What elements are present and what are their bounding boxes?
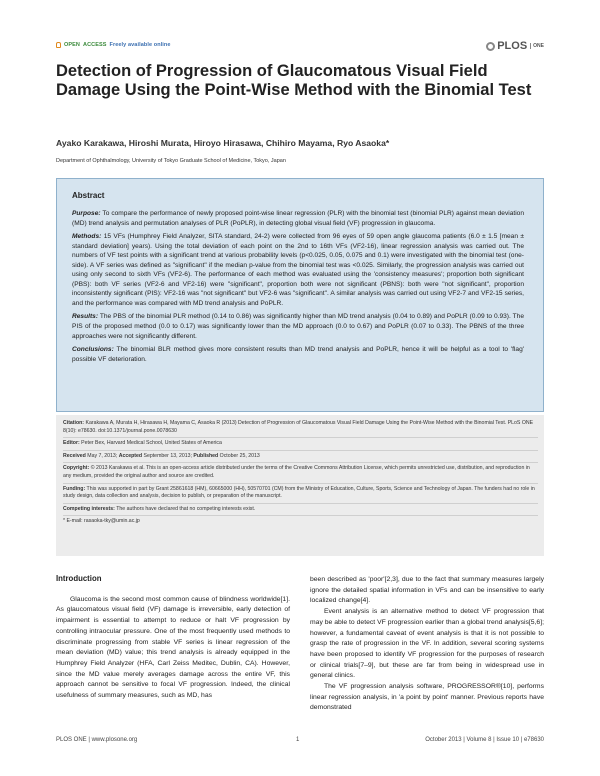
received-date: May 7, 2013; [87, 452, 118, 459]
abstract-methods [72, 232, 524, 308]
intro-paragraph-continued: been described as 'poor'[2,3], due to the fact that summary measures largely ignore the detailed spatial information in VFs and can be insensitive to early localized change[4]. [310, 576, 544, 605]
received-label: Received [63, 452, 86, 459]
intro-paragraph-3: The VF progression analysis software, PROGRESSOR®[10], performs linear regression analysis, in 'a point by point' manner. Previous reports have demonstrated [310, 683, 544, 712]
purpose-label: Purpose: [72, 210, 101, 217]
dates-info [63, 453, 538, 464]
competing-label: Competing interests: [63, 505, 115, 512]
copyright-label: Copyright: [63, 465, 90, 472]
competing-text: The authors have declared that no competing interests exist. [116, 505, 256, 512]
plos-logo-icon [486, 42, 495, 51]
access-label: ACCESS [83, 42, 107, 48]
published-date: October 25, 2013 [219, 452, 260, 459]
body-column-right [310, 575, 544, 714]
page-number: 1 [296, 737, 300, 743]
article-metadata [56, 415, 544, 556]
abstract-conclusions [72, 345, 524, 364]
citation-info [63, 420, 538, 438]
body-column-left [56, 574, 290, 702]
funding-info [63, 486, 538, 504]
abstract-box [56, 178, 544, 412]
competing-interests-info [63, 506, 538, 517]
footer-issue: October 2013 | Volume 8 | Issue 10 | e78630 [425, 737, 544, 743]
article-title: Detection of Progression of Glaucomatous Visual Field Damage Using the Point-Wise Method with the Binomial Test [56, 62, 532, 99]
intro-paragraph-2: Event analysis is an alternative method to detect VF progression that may be able to detect VF progression earlier than a global trend analysis[5,6]; however, a fundamental caveat of event analysis is that it is not possible to grasp the rate of progression in the VF. In addition, several scoring systems have been proposed to identify VF progression for the purposes of research or clinical trials[7–9], but these are far from being in widespread use in general clinics. [310, 608, 544, 680]
purpose-text: To compare the performance of newly proposed point-wise linear regression (PLR) with the binomial test (binomial PLR) against mean deviation (MD) trend analysis and permutation analyses of PLR (PoPLR), in detecting global visual field (VF) progression in glaucoma. [72, 210, 524, 227]
affiliation: Department of Ophthalmology, University of Tokyo Graduate School of Medicine, Tokyo, Japan [56, 158, 286, 164]
plos-logo-text: PLOS [497, 40, 528, 52]
one-logo-text: ONE [530, 43, 544, 49]
open-label: OPEN [64, 42, 80, 48]
results-label: Results: [72, 313, 99, 321]
open-access-badge[interactable] [56, 42, 171, 48]
conclusions-text: The binomial BLR method gives more consistent results than MD trend analysis and PoPLR, hence it will be helpful as a tool to 'flag' possible VF deterioration. [72, 346, 524, 363]
editor-info [63, 440, 538, 451]
plos-one-logo[interactable] [486, 40, 544, 52]
methods-label: Methods: [72, 233, 102, 241]
introduction-heading: Introduction [56, 574, 102, 583]
corresponding-email[interactable]: * E-mail: rasaoka-tky@umin.ac.jp [63, 518, 140, 525]
published-label: Published [193, 452, 219, 459]
accepted-date: September 13, 2013; [143, 452, 192, 459]
page-footer [56, 737, 544, 747]
abstract-purpose [72, 209, 524, 228]
editor-text: Peter Bex, Harvard Medical School, United States of America [81, 440, 222, 447]
freely-available-label: Freely available online [109, 42, 171, 48]
abstract-heading: Abstract [72, 191, 105, 200]
copyright-text: © 2013 Karakawa et al. This is an open-access article distributed under the terms of the Creative Commons Attribution License, which permits unrestricted use, distribution, and reproduction in any medium, provided the original author and source are credited. [63, 465, 530, 479]
top-bar [56, 40, 544, 54]
citation-label: Citation: [63, 420, 85, 426]
editor-label: Editor: [63, 440, 80, 447]
open-lock-icon [56, 42, 61, 48]
citation-text[interactable]: Karakawa A, Murata H, Hirasawa H, Mayama C, Asaoka R (2013) Detection of Progression of Glaucomatous Visual Field Damage Using the Point-Wise Method with the Binomial Test. PLoS ONE 8(10): e78630. doi:10.1371/journal.pone.0078630 [63, 420, 534, 434]
copyright-info [63, 465, 538, 483]
funding-label: Funding: [63, 485, 86, 492]
footer-journal[interactable]: PLOS ONE | www.plosone.org [56, 737, 138, 743]
accepted-label: Accepted [118, 452, 143, 459]
abstract-results [72, 312, 524, 341]
conclusions-label: Conclusions: [72, 346, 114, 354]
results-text: The PBS of the binomial PLR method (0.14 to 0.86) was significantly higher than MD trend analysis (0.04 to 0.89) and PoPLR (0.09 to 0.93). The PIS of the proposed method (0.0 to 0.17) was significantly lower than the MD approach (0.0 to 0.67) and PoPLR (0.07 to 0.33). The PBNS of the three approaches were not significantly different. [72, 313, 524, 340]
funding-text: This was supported in part by Grant 25861618 (HM), 60665000 (HH), 50570701 (CM) from the Ministry of Education, Culture, Sports, Science and Technology of Japan. The funders had no role in study design, data collection and analysis, decision to publish, or preparation of the manuscript. [63, 485, 535, 500]
intro-paragraph-1: Glaucoma is the second most common cause of blindness worldwide[1]. As glaucomatous visual field (VF) damage is irreversible, early detection of impairment is essential to attempt to reduce or halt VF progression by controlling intraocular pressure. One of the most frequently used methods to discriminate progressing from stable VF series is linear regression of the mean deviation (MD) value; this trend analysis is already equipped in the Humphrey Field Analyzer (HFA, Carl Zeiss Meditec, Dublin, CA). However, since the MD value merely averages damage across the entire VF, this approach cannot be sensitive to focal VF progression. Indeed, the clinical usefulness of summary measures, such as MD, has [56, 595, 290, 700]
author-list: Ayako Karakawa, Hiroshi Murata, Hiroyo Hirasawa, Chihiro Mayama, Ryo Asaoka* [56, 138, 390, 148]
methods-text: 15 VFs (Humphrey Field Analyzer, SITA standard, 24-2) were collected from 96 eyes of 59 open angle glaucoma patients (6.0 ± 1.5 [mean ± standard deviation] years). Using the total deviation of each point on the 2nd to 16th VFs (VF2-16), linear regression analysis was carried out. The numbers of VF test points with a significant trend at various probability levels (p<0.025, 0.05, 0.075 and 0.1) were investigated with the binomial test (one-side). A VF series was defined as "significant" if the median p-value from the binomial test was <0.025. Similarly, the progression analysis was carried out using only second to sixth VFs (VF2-6). The performance of each method was evaluated using the 'consistency measures'; proportion both significant (PBS): both VF series (VF2-6 and VF2-16) were "significant", proportion both were not significant (PBNS): both were "not significant", proportion inconsistently significant (PIS): VF2-16 was "not significant" but VF2-6 was "significant". A similar analysis was carried out using VF2-7 and VF2-15 series, and the performance was compared with MD trend analysis and PoPLR. [72, 233, 524, 307]
